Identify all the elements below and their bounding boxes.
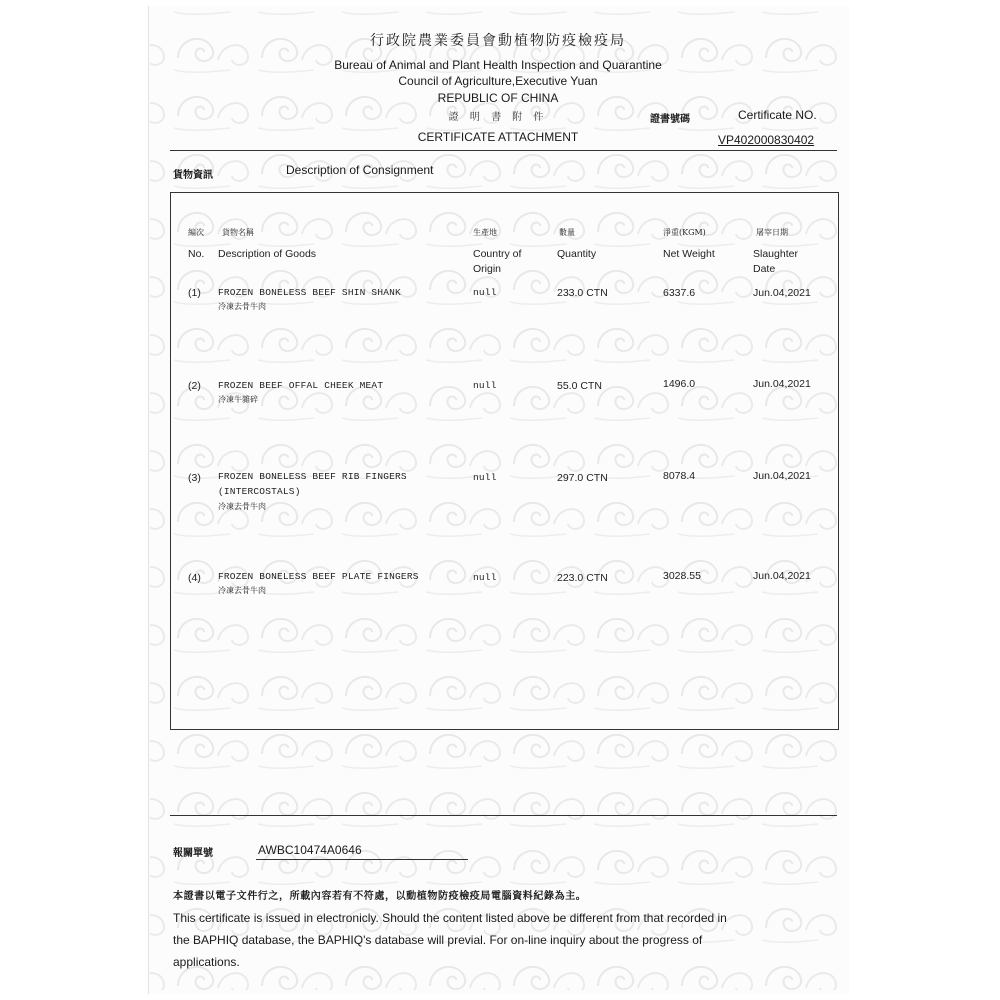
col-desc-en: Description of Goods	[218, 248, 317, 260]
row-2-weight: 1496.0	[663, 378, 696, 390]
row-4-date: Jun.04,2021	[753, 570, 811, 582]
col-weight-zh: 淨重(KGM)	[663, 228, 706, 237]
notice-en-line-1: This certificate is issued in electronicly. Should the content listed above be different from that recorded in	[173, 911, 727, 925]
header-divider	[170, 150, 837, 151]
col-date-en-2: Date	[753, 263, 776, 275]
row-1-origin: null	[473, 287, 497, 298]
row-3-no: (3)	[188, 472, 201, 484]
col-desc-zh: 貨物名稱	[222, 228, 254, 237]
col-origin-en-1: Country of	[473, 248, 522, 260]
row-4-no: (4)	[188, 572, 201, 584]
doc-title-zh: 證 明 書 附 件	[448, 112, 548, 123]
row-3-date: Jun.04,2021	[753, 470, 811, 482]
row-4-qty: 223.0 CTN	[557, 572, 608, 584]
col-qty-zh: 數量	[559, 228, 575, 237]
row-3-desc-zh: 冷凍去骨牛肉	[218, 502, 266, 511]
notice-en-line-3: applications.	[173, 955, 240, 969]
row-1-date: Jun.04,2021	[753, 287, 811, 299]
col-date-en-1: Slaughter	[753, 248, 798, 260]
row-1-no: (1)	[188, 287, 201, 299]
row-3-origin: null	[473, 472, 497, 483]
row-1-qty: 233.0 CTN	[557, 287, 608, 299]
row-4-desc: FROZEN BONELESS BEEF PLATE FINGERS	[218, 571, 419, 582]
row-2-date: Jun.04,2021	[753, 378, 811, 390]
col-qty-en: Quantity	[557, 248, 597, 260]
footer-divider	[170, 815, 837, 816]
row-1-desc: FROZEN BONELESS BEEF SHIN SHANK	[218, 287, 401, 298]
row-3-desc-2: (INTERCOSTALS)	[218, 486, 301, 497]
row-2-qty: 55.0 CTN	[557, 380, 602, 392]
doc-title-en: CERTIFICATE ATTACHMENT	[417, 130, 579, 144]
consignment-label-zh: 貨物資訊	[173, 170, 213, 181]
awb-underline	[256, 859, 468, 860]
row-3-qty: 297.0 CTN	[557, 472, 608, 484]
col-origin-zh: 生產地	[473, 228, 497, 237]
row-2-no: (2)	[188, 380, 201, 392]
row-4-weight: 3028.55	[663, 570, 701, 582]
row-1-weight: 6337.6	[663, 287, 696, 299]
awb-label-zh: 報關單號	[173, 848, 213, 859]
cert-number-label-zh: 證書號碼	[650, 114, 690, 125]
row-1-desc-zh: 冷凍去骨牛肉	[218, 302, 266, 311]
consignment-label-en: Description of Consignment	[286, 163, 434, 177]
col-date-zh: 屠宰日期	[756, 228, 788, 237]
awb-number: AWBC10474A0646	[258, 843, 362, 857]
country-name: REPUBLIC OF CHINA	[437, 91, 559, 105]
row-2-desc-zh: 冷凍牛雜碎	[218, 395, 258, 404]
col-no-en: No.	[188, 248, 205, 260]
goods-table	[170, 192, 839, 730]
row-4-origin: null	[473, 572, 497, 583]
agency-name-zh: 行政院農業委員會動植物防疫檢疫局	[370, 33, 626, 49]
row-3-desc: FROZEN BONELESS BEEF RIB FINGERS	[218, 471, 407, 482]
row-2-desc: FROZEN BEEF OFFAL CHEEK MEAT	[218, 380, 384, 391]
row-2-origin: null	[473, 380, 497, 391]
notice-zh: 本證書以電子文件行之，所載內容若有不符處，以動植物防疫檢疫局電腦資料紀錄為主。	[173, 891, 587, 902]
col-origin-en-2: Origin	[473, 263, 502, 275]
cert-number-value: VP402000830402	[718, 133, 815, 147]
row-3-weight: 8078.4	[663, 470, 696, 482]
council-name: Council of Agriculture,Executive Yuan	[398, 74, 598, 88]
notice-en-line-2: the BAPHIQ database, the BAPHIQ's database will previal. For on-line inquiry about the progress of	[173, 933, 703, 947]
row-4-desc-zh: 冷凍去骨牛肉	[218, 586, 266, 595]
cert-number-label-en: Certificate NO.	[738, 108, 817, 122]
col-weight-en: Net Weight	[663, 248, 715, 260]
agency-name-en: Bureau of Animal and Plant Health Inspection and Quarantine	[334, 58, 662, 72]
col-no-zh: 編次	[188, 228, 204, 237]
